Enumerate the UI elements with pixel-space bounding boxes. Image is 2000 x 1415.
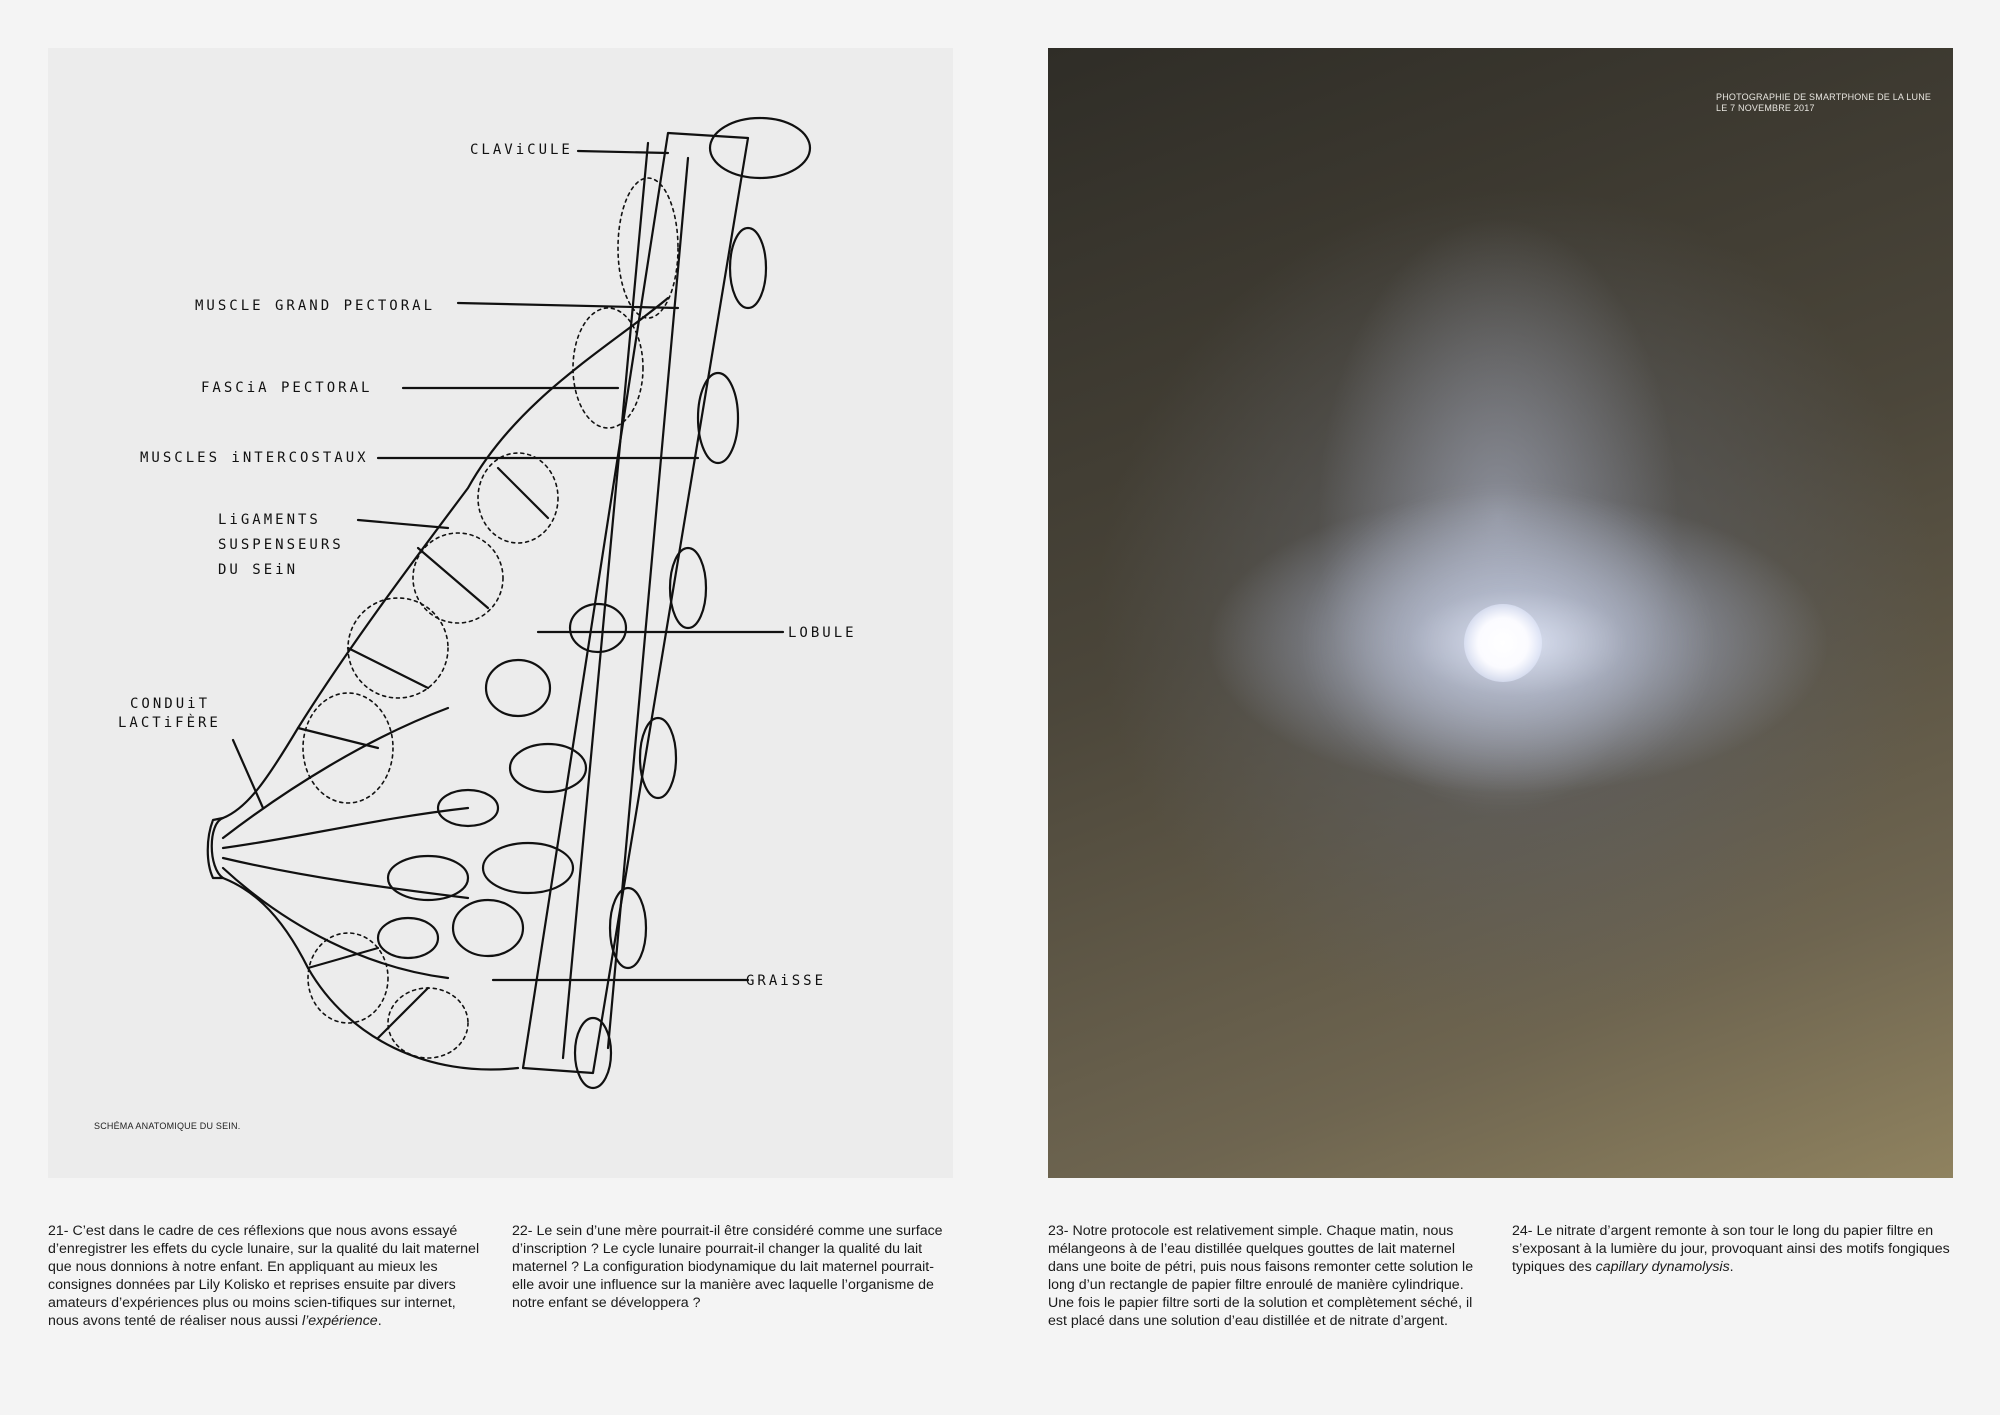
label-muscles-intercostaux: MUSCLES iNTERCOSTAUX — [140, 450, 369, 466]
moon — [1464, 604, 1542, 682]
breast-outline — [212, 298, 668, 1070]
paragraph-22: 22- Le sein d’une mère pourrait-il être considéré comme une surface d’inscription ? Le cycle lunaire pourrait-il changer la qualité du lait maternel ? La configuration biodynamique du lait maternel pourrait-elle avoir une influence sur la manière avec laquelle l’organisme de notre enfant se développera ? — [512, 1223, 943, 1311]
photo-caption-line1: PHOTOGRAPHIE DE SMARTPHONE DE LA LUNE — [1716, 92, 1932, 102]
photo-caption — [1716, 92, 1946, 114]
label-conduit-1: CONDUiT — [130, 696, 211, 712]
label-grand-pectoral: MUSCLE GRAND PECTORAL — [195, 298, 436, 314]
paragraph-24: 24- Le nitrate d’argent remonte à son tour le long du papier filtre en s’exposant à la lumière du jour, provoquant ainsi des motifs fongiques typiques des capillary dynamolysis. — [1512, 1223, 1950, 1275]
moon-photo — [1048, 48, 1953, 1178]
label-ligaments-2: SUSPENSEURS — [218, 537, 344, 553]
diagram-panel — [48, 48, 953, 1178]
breast-anatomy-diagram — [48, 48, 953, 1178]
paragraph-23: 23- Notre protocole est relativement simple. Chaque matin, nous mélangeons à de l’eau distillée quelques gouttes de lait maternel dans une boite de pétri, puis nous faisons remonter cette solution le long d’un rectangle de papier filtre enroulé de manière cylindrique. Une fois le papier filtre sorti de la solution et complètement séché, il est placé dans une solution d’eau distillée et de nitrate d’argent. — [1048, 1223, 1474, 1329]
photo-caption-line2: LE 7 NOVEMBRE 2017 — [1716, 103, 1815, 113]
label-fascia-pectoral: FASCiA PECTORAL — [201, 380, 373, 396]
label-conduit-2: LACTiFÈRE — [118, 715, 221, 731]
label-lobule: LOBULE — [788, 625, 857, 641]
label-clavicule: CLAViCULE — [470, 142, 573, 158]
paragraph-21: 21- C’est dans le cadre de ces réflexions que nous avons essayé d’enregistrer les effets du cycle lunaire, sur la qualité du lait maternel que nous donnions à notre enfant. En appliquant au mieux les consignes données par Lily Kolisko et reprises ensuite par divers amateurs d’expériences plus ou moins scien-tifiques sur internet, nous avons tenté de réaliser nous aussi l’expérience. — [48, 1223, 480, 1329]
clavicle-shape — [710, 118, 810, 178]
label-graisse: GRAiSSE — [746, 973, 827, 989]
label-ligaments-3: DU SEiN — [218, 562, 299, 578]
diagram-caption: SCHÉMA ANATOMIQUE DU SEIN. — [94, 1121, 241, 1131]
label-ligaments-1: LiGAMENTS — [218, 512, 321, 528]
